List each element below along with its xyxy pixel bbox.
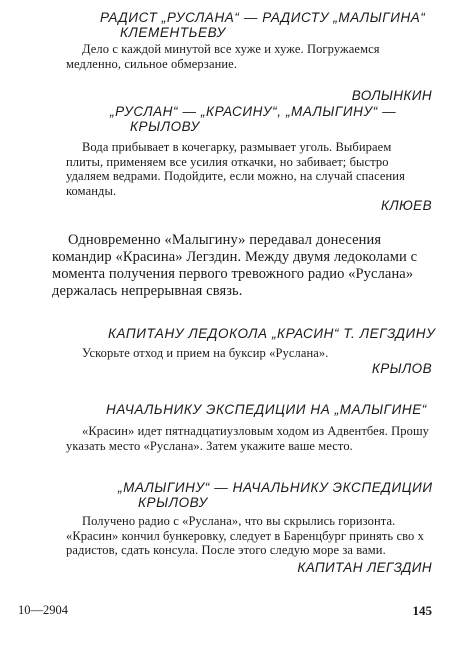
telegram-text: Дело с каждой минутой все хуже и хуже. Погружаемся медленно, сильное обмерзание. (66, 42, 380, 71)
heading-line: КРЫЛОВУ (138, 495, 208, 510)
heading-line: РАДИСТ „РУСЛАНА“ — РАДИСТУ „МАЛЫГИНА“ (100, 10, 426, 25)
narrative-text: Одновременно «Малыгину» передавал донесения командир «Красина» Легздин. Между двумя ледоколами с момента получения первого тревожного радио «Руслана» держалась непрерывная связь. (52, 232, 418, 299)
telegram-body (66, 346, 426, 361)
printer-signature-mark: 10—2904 (18, 603, 68, 617)
telegram-text: «Красин» идет пятнадцатиузловым ходом из Адвентбея. Прошу указать место «Руслана». Затем укажите ваше место. (66, 424, 430, 453)
telegram-heading (110, 104, 396, 134)
telegram-body (66, 140, 426, 198)
telegram-heading (106, 402, 427, 417)
heading-line: НАЧАЛЬНИКУ ЭКСПЕДИЦИИ НА „МАЛЫГИНЕ“ (106, 402, 427, 417)
telegram-signature: КЛЮЕВ (380, 198, 432, 213)
telegram-heading (108, 326, 435, 341)
telegram-text: Вода прибывает в кочегарку, размывает уголь. Выбираем плиты, применяем все усилия откачки, но забивает; быстро удаляем ведрами. Подойдите, если можно, на случай спасения команды. (66, 140, 405, 198)
heading-line: КАПИТАНУ ЛЕДОКОЛА „КРАСИН“ Т. ЛЕГЗДИНУ (108, 326, 436, 341)
telegram-text: Получено радио с «Руслана», что вы скрылись горизонта. «Красин» кончил бункеровку, следует в Баренцбург принять сво х радистов, сдать консула. После этого следую море за вами. (66, 514, 424, 557)
telegram-body (66, 424, 436, 453)
telegram-body (66, 42, 426, 71)
telegram-heading (118, 480, 433, 510)
telegram-heading (100, 10, 426, 40)
heading-line: КЛЕМЕНТЬЕВУ (120, 25, 226, 40)
telegram-signature: ВОЛЫНКИН (351, 88, 432, 103)
telegram-text: Ускорьте отход и прием на буксир «Руслана». (82, 346, 329, 360)
page-number: 145 (412, 603, 432, 618)
heading-line: „РУСЛАН“ — „КРАСИНУ“, „МАЛЫГИНУ“ — (110, 104, 397, 119)
narrative-paragraph (52, 232, 434, 300)
heading-line: КРЫЛОВУ (130, 119, 200, 134)
heading-line: „МАЛЫГИНУ“ — НАЧАЛЬНИКУ ЭКСПЕДИЦИИ (118, 480, 433, 495)
telegram-signature: КРЫЛОВ (371, 361, 432, 376)
telegram-body (66, 514, 436, 558)
telegram-signature: КАПИТАН ЛЕГЗДИН (297, 560, 432, 575)
